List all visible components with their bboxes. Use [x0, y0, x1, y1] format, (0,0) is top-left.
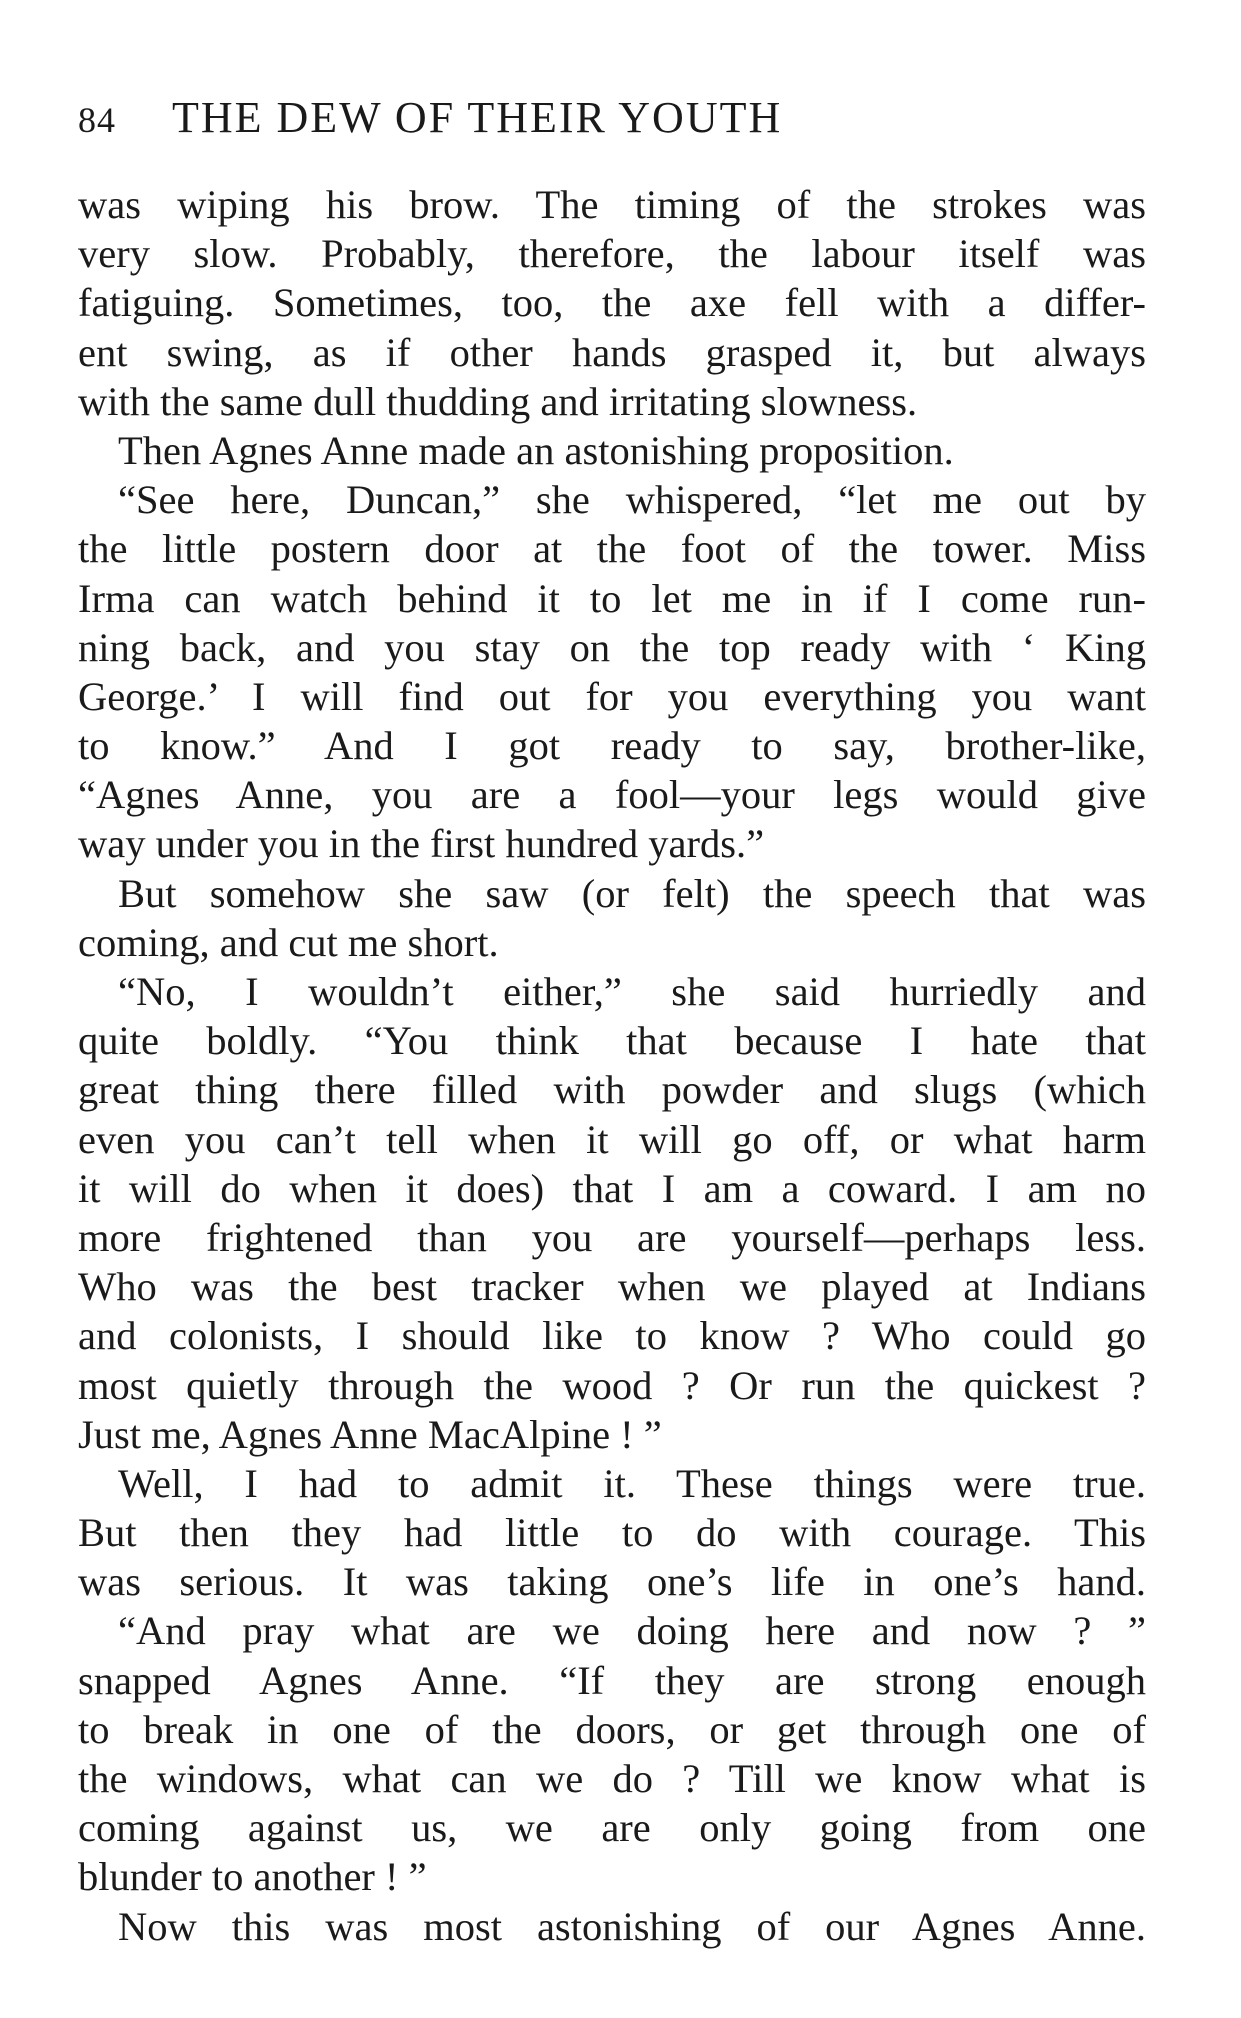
text-line: the little postern door at the foot of the tower. Miss [78, 526, 1146, 572]
text-line: was wiping his brow. The timing of the strokes was [78, 182, 1146, 227]
text-line: snapped Agnes Anne. “If they are strong enough [78, 1657, 1146, 1703]
text-line: Well, I had to admit it. These things were true. [118, 1460, 1146, 1506]
text-line: was serious. It was taking one’s life in one’s hand. [78, 1559, 1146, 1605]
text-line: and colonists, I should like to know ? Who could go [78, 1313, 1146, 1359]
text-line: “See here, Duncan,” she whispered, “let me out by [118, 477, 1146, 523]
text-line: “No, I wouldn’t either,” she said hurriedly and [118, 969, 1146, 1014]
text-line: ning back, and you stay on the top ready with ‘ King [78, 624, 1146, 670]
text-line: way under you in the first hundred yards.” [78, 821, 765, 867]
text-line: with the same dull thudding and irritating slowness. [78, 378, 918, 424]
text-line: ent swing, as if other hands grasped it, but always [78, 329, 1146, 375]
text-line: to know.” And I got ready to say, brother-like, [78, 723, 1146, 769]
text-line: it will do when it does) that I am a coward. I am no [78, 1165, 1146, 1211]
text-line: coming, and cut me short. [78, 919, 499, 965]
text-line: more frightened than you are yourself—perhaps less. [78, 1214, 1146, 1260]
text-line: Then Agnes Anne made an astonishing proposition. [118, 427, 954, 473]
text-line: “Agnes Anne, you are a fool—your legs would give [78, 772, 1146, 818]
text-line: Irma can watch behind it to let me in if I come run- [78, 575, 1146, 621]
page-header [78, 88, 1138, 148]
text-line: But somehow she saw (or felt) the speech that was [118, 870, 1146, 916]
text-line: fatiguing. Sometimes, too, the axe fell with a differ- [78, 280, 1146, 326]
text-line: coming against us, we are only going from one [78, 1805, 1146, 1851]
text-line: Who was the best tracker when we played at Indians [78, 1264, 1146, 1310]
text-line: quite boldly. “You think that because I hate that [78, 1018, 1146, 1064]
text-line: blunder to another ! ” [78, 1854, 427, 1900]
text-line: to break in one of the doors, or get through one of [78, 1706, 1146, 1752]
running-title: THE DEW OF THEIR YOUTH [172, 93, 783, 142]
text-line: Just me, Agnes Anne MacAlpine ! ” [78, 1411, 662, 1457]
text-line: George.’ I will find out for you everything you want [78, 673, 1146, 719]
page-number: 84 [78, 100, 116, 140]
text-line: very slow. Probably, therefore, the labour itself was [78, 231, 1146, 277]
text-line: “And pray what are we doing here and now ? ” [118, 1608, 1146, 1654]
text-line: the windows, what can we do ? Till we know what is [78, 1756, 1146, 1801]
text-line: But then they had little to do with courage. This [78, 1510, 1146, 1556]
text-line: even you can’t tell when it will go off, or what harm [78, 1116, 1146, 1162]
text-line: great thing there filled with powder and slugs (which [78, 1067, 1146, 1113]
text-line: Now this was most astonishing of our Agnes Anne. [118, 1903, 1146, 1949]
body-text [78, 180, 1146, 1951]
text-line: most quietly through the wood ? Or run the quickest ? [78, 1362, 1146, 1408]
